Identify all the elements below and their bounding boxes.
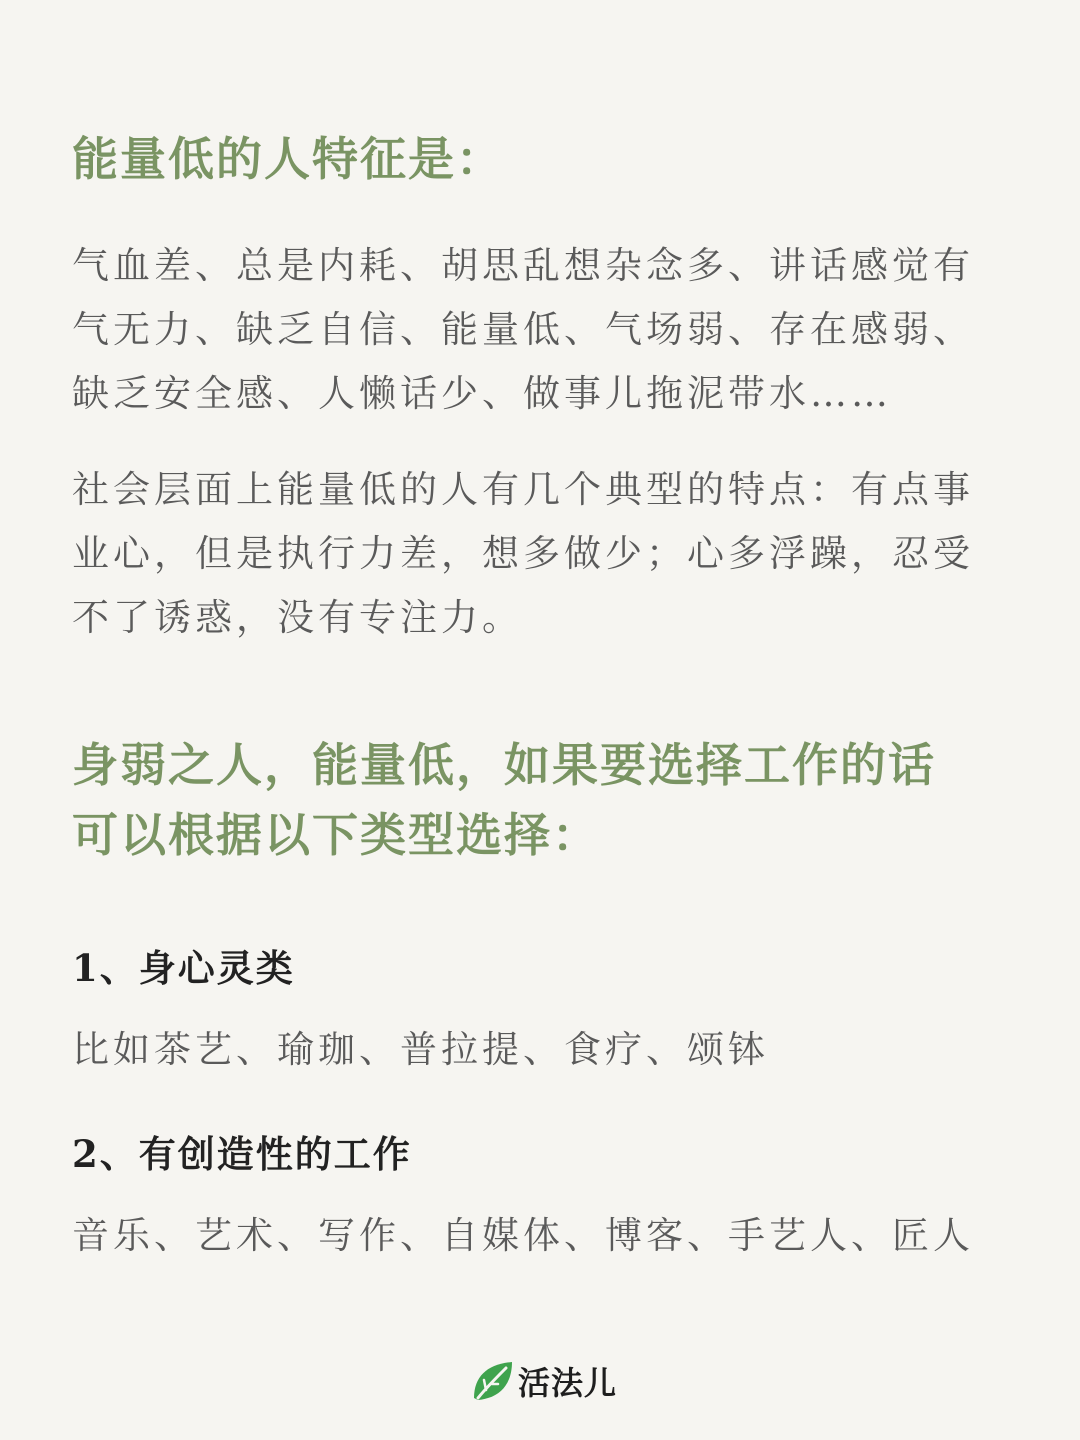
- brand-name: 活法儿: [518, 1364, 618, 1402]
- section-heading-job-choice: [72, 730, 1012, 870]
- job-category-title: 1、身心灵类: [72, 946, 295, 990]
- leaf-logo-icon: [470, 1358, 516, 1404]
- job-category-desc: 音乐、艺术、写作、自媒体、博客、手艺人、匠人: [72, 1214, 974, 1257]
- brand-watermark: [470, 1356, 617, 1406]
- traits-paragraph: 气血差、总是内耗、胡思乱想杂念多、讲话感觉有气无力、缺乏自信、能量低、气场弱、存在感弱、缺乏安全感、人懒话少、做事儿拖泥带水……: [72, 244, 974, 415]
- section-heading-low-energy-traits: 能量低的人特征是：: [72, 132, 504, 186]
- job-heading-line-2: 可以根据以下类型选择：: [72, 808, 600, 862]
- job-category-desc: 比如茶艺、瑜珈、普拉提、食疗、颂钵: [72, 1028, 769, 1071]
- social-traits-paragraph: 社会层面上能量低的人有几个典型的特点：有点事业心，但是执行力差，想多做少；心多浮躁，忍受不了诱惑，没有专注力。: [72, 468, 974, 639]
- job-category-title: 2、有创造性的工作: [72, 1132, 412, 1176]
- job-heading-line-1: 身弱之人，能量低，如果要选择工作的话: [72, 738, 936, 792]
